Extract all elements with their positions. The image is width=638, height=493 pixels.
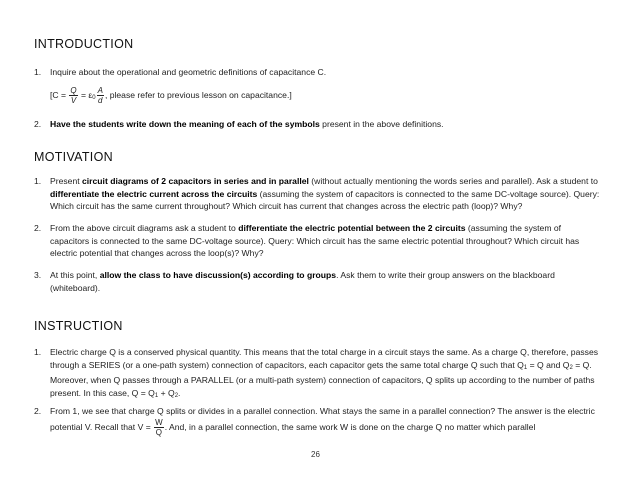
- item-text: [50, 222, 600, 260]
- page-number: 26: [311, 450, 320, 459]
- bold-phrase: Have the students write down the meaning of each of the symbols: [50, 119, 320, 129]
- plain-text: . Ask them to write their group answers on the blackboard (whiteboard).: [50, 270, 555, 293]
- plain-text: = Q. Moreover, when Q passes through a PARALLEL (or a multi-path system) connection of capacitors, Q splits up according to the number of paths present. In this case, Q = Q: [50, 359, 595, 398]
- fraction-w-over-q: [154, 418, 164, 437]
- plain-text: Electric charge Q is a conserved physical quantity. This means that the total charge in a circuit stays the same. As a charge Q, therefore, passes through a SERIES (or a one-path system) connection of capacitors, each capacitor gets the same total charge Q such that Q: [50, 347, 599, 370]
- item-number: 1.: [34, 347, 42, 357]
- formula-close: , please refer to previous lesson on capacitance.]: [104, 89, 292, 100]
- plain-text: (without actually mentioning the words series and parallel). Ask a student to: [308, 176, 598, 186]
- fraction-denominator: V: [70, 95, 77, 105]
- bold-phrase: allow the class to have discussion(s) according to groups: [99, 270, 337, 280]
- item-text: Inquire about the operational and geometric definitions of capacitance C.: [50, 67, 327, 77]
- plain-text: .: [178, 387, 181, 398]
- item-text: [50, 175, 600, 213]
- plain-text: . And, in a parallel connection, the same work W is done on the charge Q no matter which parallel: [164, 421, 536, 432]
- plain-text: (assuming the system of capacitors is connected to the same DC-voltage source). Query: Which circuit has the same electric potential throughout? Which circuit has electric potential that changes across the loop(s)? Why?: [50, 223, 580, 259]
- fraction-denominator: d: [98, 95, 103, 105]
- motivation-item-2: [34, 222, 600, 260]
- introduction-item-1: [34, 66, 600, 105]
- plain-text: = Q and Q: [527, 359, 570, 370]
- item-text: [50, 346, 600, 402]
- item-number: 2.: [34, 223, 42, 233]
- bold-phrase: circuit diagrams of 2 capacitors in series and in parallel: [82, 176, 309, 186]
- fraction-q-over-v: [69, 86, 77, 105]
- fraction-denominator: Q: [155, 427, 163, 437]
- item-number: 2.: [34, 406, 42, 416]
- fraction-numerator: A: [97, 85, 103, 95]
- fraction-numerator: W: [155, 417, 163, 427]
- plain-text: At this point,: [50, 270, 100, 280]
- item-text: [50, 269, 600, 294]
- capacitance-formula: [50, 86, 600, 105]
- motivation-item-1: [34, 175, 600, 213]
- bold-phrase: differentiate the electric current across the circuits: [50, 188, 258, 199]
- plain-text: (assuming the system of capacitors is connected to the same DC-voltage source). Query: Which circuit has the same current throughout? Which circuit has current that changes across the electric path (loop)? Why?: [50, 188, 600, 212]
- subscript: 2: [569, 364, 573, 371]
- item-number: 2.: [34, 119, 42, 129]
- subscript: 2: [174, 392, 179, 399]
- instruction-item-2: [34, 405, 600, 437]
- formula-open: [C =: [50, 89, 69, 100]
- introduction-heading: INTRODUCTION: [34, 37, 134, 51]
- fraction-numerator: Q: [70, 85, 77, 95]
- bold-phrase: differentiate the electric potential between the 2 circuits: [238, 223, 466, 233]
- plain-text: Present: [50, 176, 83, 186]
- item-number: 1.: [34, 176, 42, 186]
- item-text: [50, 405, 600, 437]
- plain-text: + Q: [158, 387, 175, 398]
- subscript: 1: [523, 364, 528, 371]
- epsilon-subscript: 0: [92, 94, 96, 101]
- motivation-item-3: [34, 269, 600, 294]
- formula-epsilon: = ε: [78, 89, 93, 100]
- instruction-item-1: [34, 346, 600, 402]
- plain-text: From 1, we see that charge Q splits or divides in a parallel connection. What stays the same in a parallel connection? The answer is the electric potential V. Recall that V =: [50, 406, 595, 432]
- item-number: 3.: [34, 270, 42, 280]
- introduction-item-2: [34, 118, 600, 131]
- item-number: 1.: [34, 67, 42, 77]
- motivation-heading: MOTIVATION: [34, 150, 113, 164]
- instruction-heading: INSTRUCTION: [34, 319, 123, 333]
- plain-text: From the above circuit diagrams ask a student to: [50, 223, 239, 233]
- fraction-a-over-d: [97, 86, 104, 105]
- plain-text: present in the above definitions.: [319, 119, 444, 129]
- subscript: 1: [154, 392, 159, 399]
- item-text: [50, 118, 600, 131]
